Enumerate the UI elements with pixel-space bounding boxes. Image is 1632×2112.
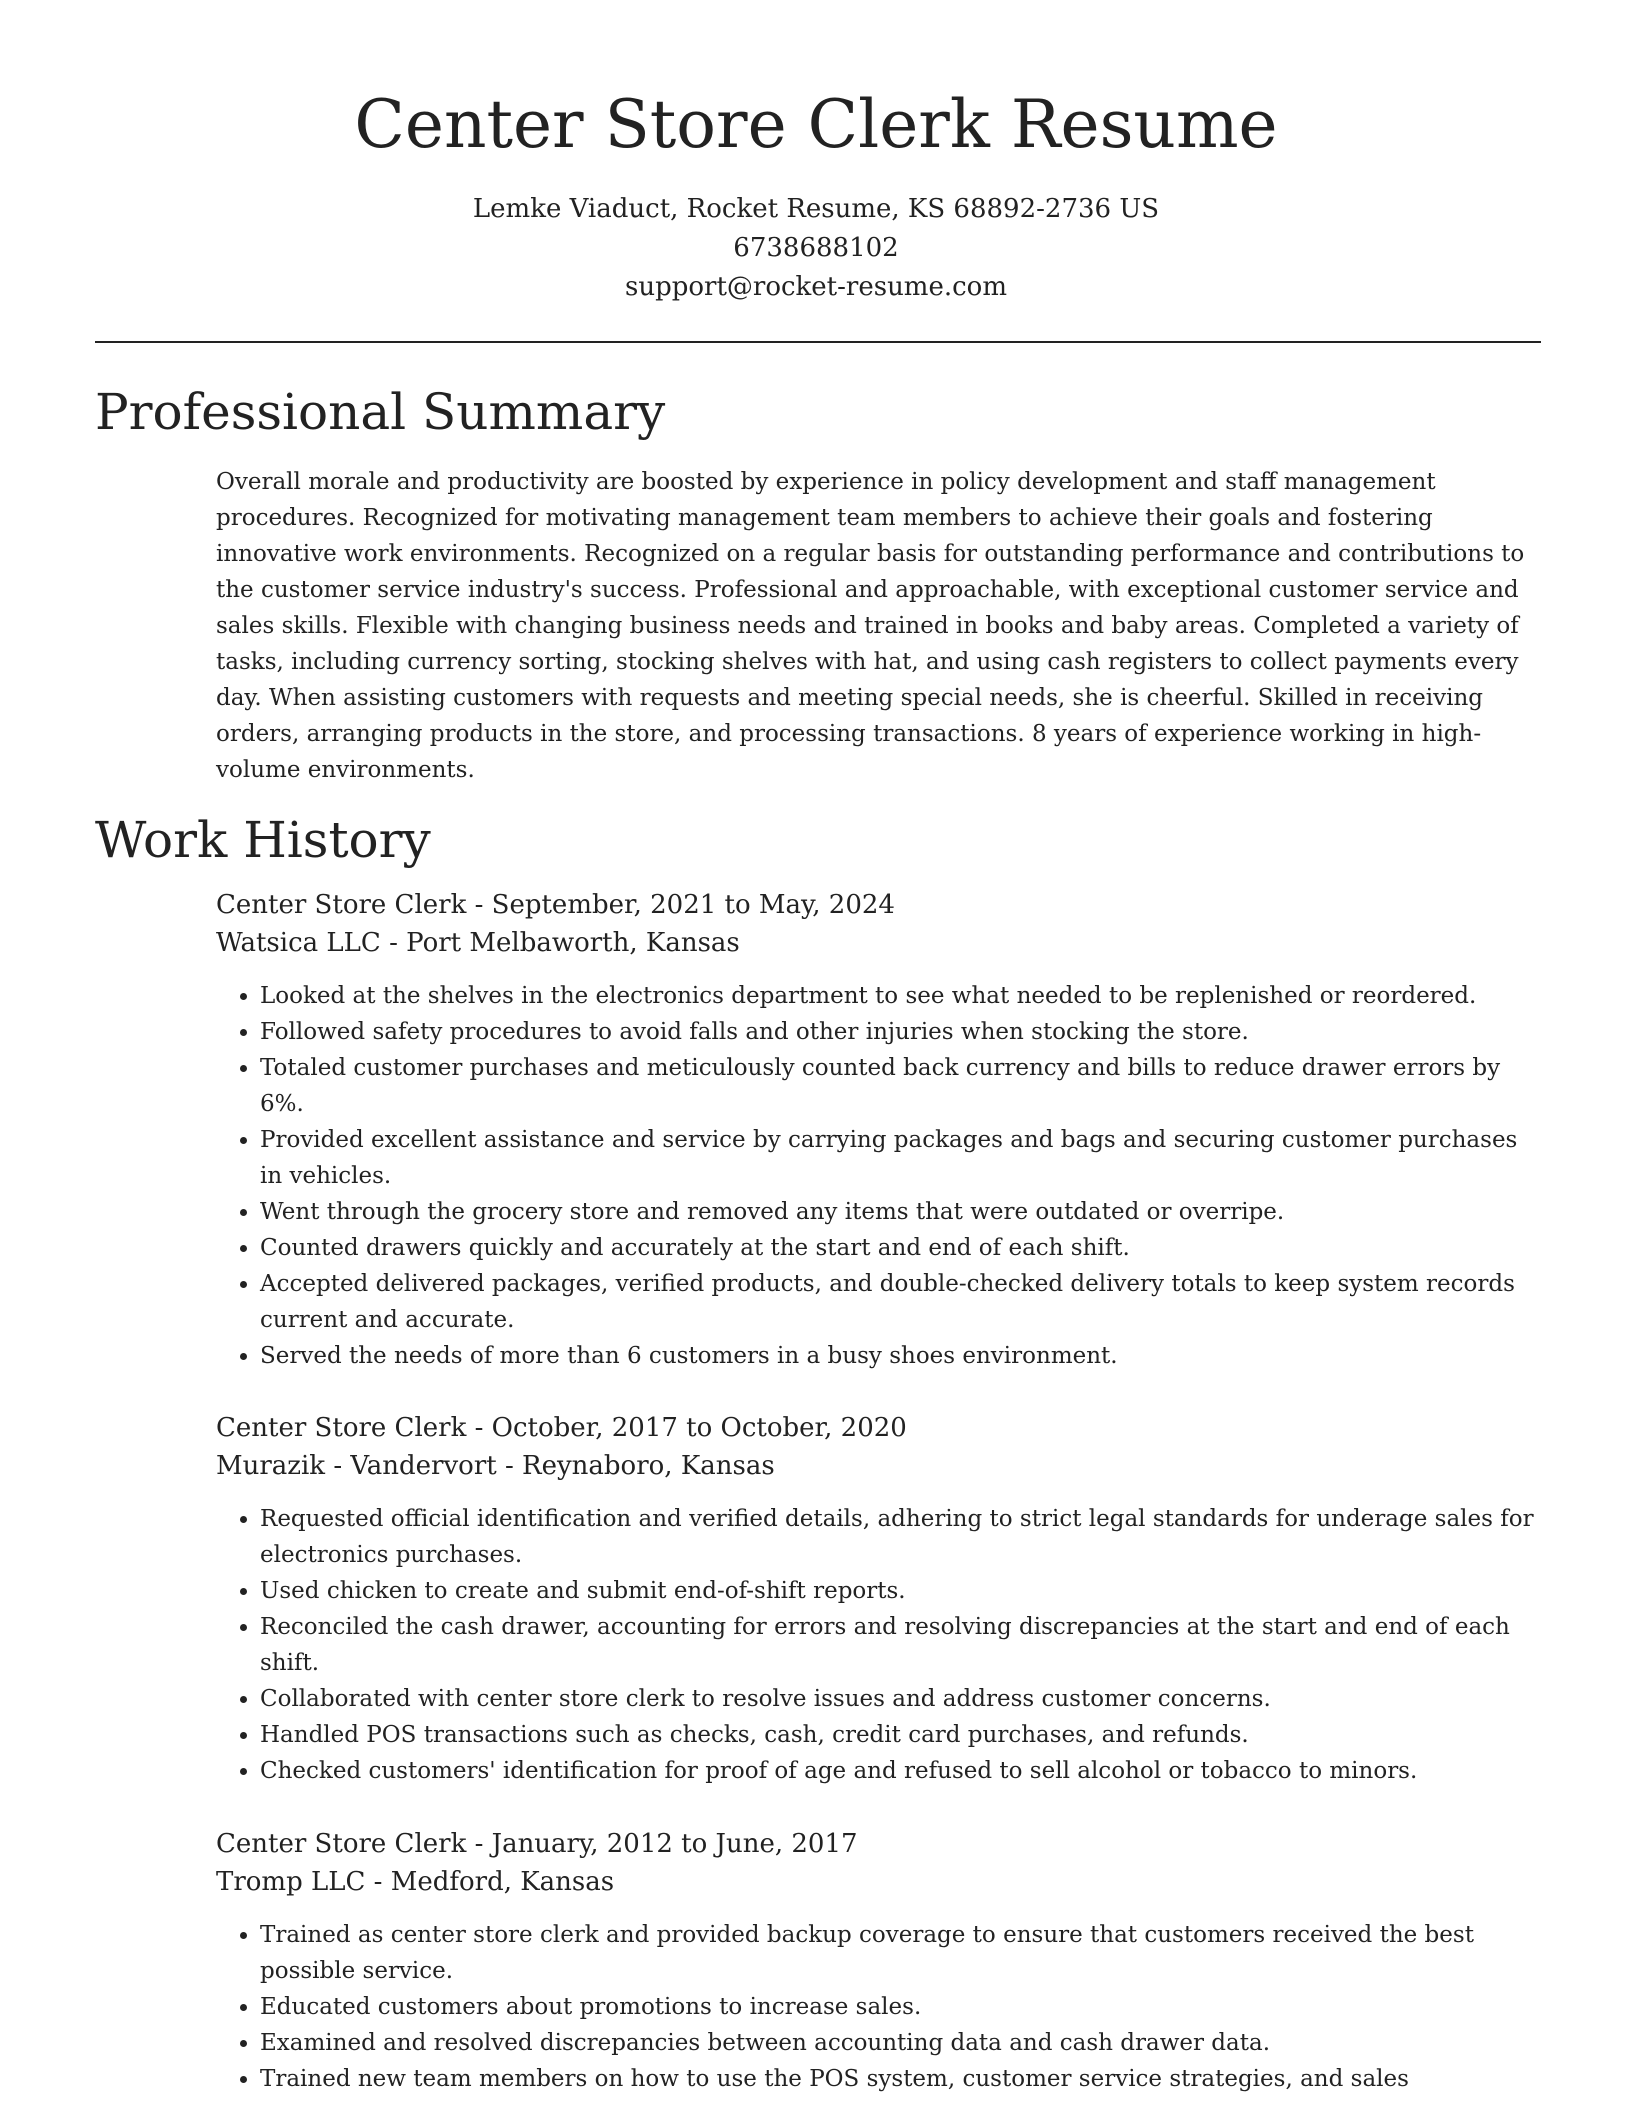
contact-email: support@rocket-resume.com	[624, 272, 1007, 302]
resume-title: Center Store Clerk Resume	[354, 86, 1278, 163]
job-bullet: • Trained new team members on how to use the POS system, customer service strategies, and sales	[260, 2061, 1536, 2097]
job-bullet: • Counted drawers quickly and accurately at the start and end of each shift.	[260, 1230, 1536, 1266]
job-bullet: • Requested official identification and verified details, adhering to strict legal standards for underage sales for electronics purchases.	[260, 1501, 1536, 1573]
job-bullet: • Trained as center store clerk and provided backup coverage to ensure that customers received the best possible service.	[260, 1917, 1536, 1989]
job-bullet-list	[216, 1501, 1536, 1789]
work-history-heading: Work History	[95, 811, 431, 869]
job-company-line: Tromp LLC - Medford, Kansas	[216, 1867, 615, 1897]
job-bullet: • Examined and resolved discrepancies between accounting data and cash drawer data.	[260, 2025, 1536, 2061]
job-bullet: • Looked at the shelves in the electronics department to see what needed to be replenished or reordered.	[260, 978, 1536, 1014]
job-entry	[216, 1825, 1536, 2097]
job-title-line: Center Store Clerk - October, 2017 to October, 2020	[216, 1413, 907, 1443]
job-entry	[216, 886, 1536, 1374]
contact-address: Lemke Viaduct, Rocket Resume, KS 68892-2736 US	[472, 194, 1160, 224]
job-company-line: Watsica LLC - Port Melbaworth, Kansas	[216, 928, 740, 958]
job-bullet: • Went through the grocery store and removed any items that were outdated or overripe.	[260, 1194, 1536, 1230]
job-bullet: • Provided excellent assistance and service by carrying packages and bags and securing customer purchases in vehicles.	[260, 1122, 1536, 1194]
job-bullet: • Used chicken to create and submit end-of-shift reports.	[260, 1573, 1536, 1609]
header-divider	[95, 341, 1541, 343]
job-bullet-list	[216, 1917, 1536, 2097]
job-bullet: • Reconciled the cash drawer, accounting for errors and resolving discrepancies at the start and end of each shift.	[260, 1609, 1536, 1681]
job-bullet: • Collaborated with center store clerk to resolve issues and address customer concerns.	[260, 1681, 1536, 1717]
job-bullet-list	[216, 978, 1536, 1374]
job-bullet: • Educated customers about promotions to increase sales.	[260, 1989, 1536, 2025]
job-bullet: • Accepted delivered packages, verified products, and double-checked delivery totals to keep system records current and accurate.	[260, 1266, 1536, 1338]
summary-text: Overall morale and productivity are boosted by experience in policy development and staff management procedures. Recognized for motivating management team members to achieve their goals and fostering innovative work environments. Recognized on a regular basis for outstanding performance and contributions to the customer service industry's success. Professional and approachable, with exceptional customer service and sales skills. Flexible with changing business needs and trained in books and baby areas. Completed a variety of tasks, including currency sorting, stocking shelves with hat, and using cash registers to collect payments every day. When assisting customers with requests and meeting special needs, she is cheerful. Skilled in receiving orders, arranging products in the store, and processing transactions. 8 years of experience working in high-volume environments.	[216, 469, 1525, 783]
job-bullet: • Followed safety procedures to avoid falls and other injuries when stocking the store.	[260, 1014, 1536, 1050]
job-company-line: Murazik - Vandervort - Reynaboro, Kansas	[216, 1451, 775, 1481]
contact-phone: 6738688102	[733, 233, 899, 263]
job-entry	[216, 1409, 1536, 1789]
job-title-line: Center Store Clerk - January, 2012 to June, 2017	[216, 1829, 858, 1859]
job-title-line: Center Store Clerk - September, 2021 to May, 2024	[216, 890, 895, 920]
summary-heading: Professional Summary	[95, 383, 666, 441]
job-bullet: • Served the needs of more than 6 customers in a busy shoes environment.	[260, 1338, 1536, 1374]
job-bullet: • Totaled customer purchases and meticulously counted back currency and bills to reduce drawer errors by 6%.	[260, 1050, 1536, 1122]
job-bullet: • Checked customers' identification for proof of age and refused to sell alcohol or tobacco to minors.	[260, 1753, 1536, 1789]
contact-block	[0, 190, 1632, 307]
job-bullet: • Handled POS transactions such as checks, cash, credit card purchases, and refunds.	[260, 1717, 1536, 1753]
